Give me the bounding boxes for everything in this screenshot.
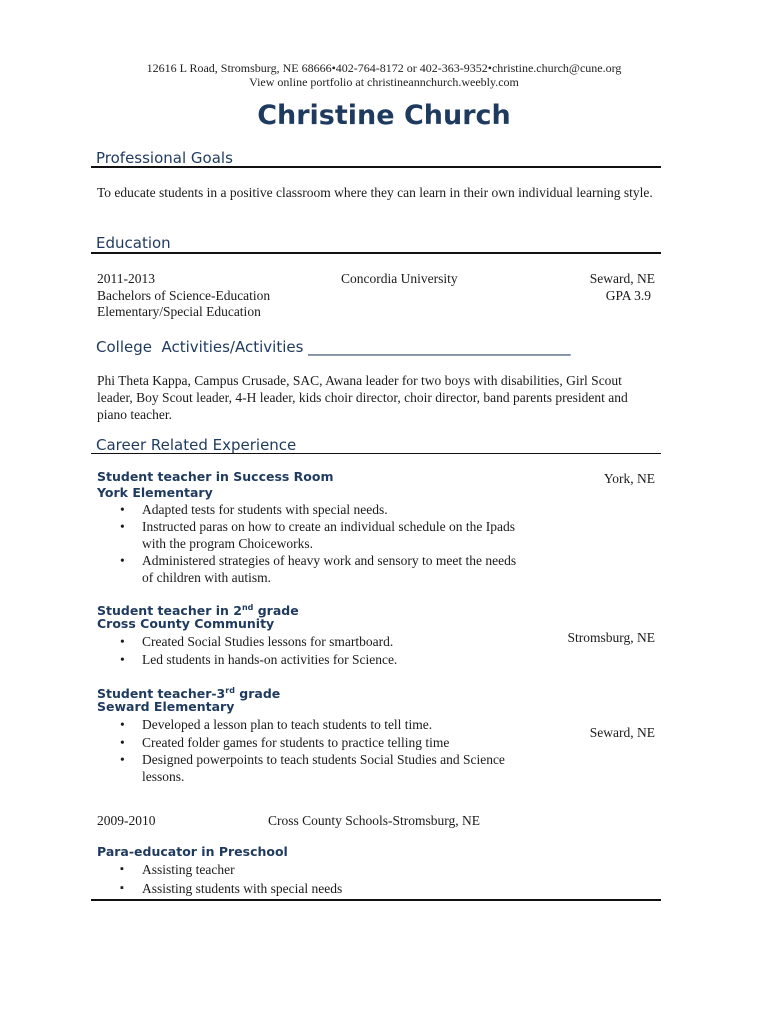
- education-major: Elementary/Special Education: [97, 304, 261, 319]
- job-location: Stromsburg, NE: [567, 630, 655, 645]
- education-years: 2011-2013: [97, 271, 155, 286]
- job-school: Cross County Community: [97, 616, 275, 631]
- job-school: Seward Elementary: [97, 699, 235, 714]
- para-employer: Cross County Schools-Stromsburg, NE: [268, 813, 481, 828]
- portfolio-line: View online portfolio at christineannchurch.weebly.com: [249, 75, 519, 89]
- list-item: ▪ Assisting teacher: [96, 861, 526, 878]
- activities-text: Phi Theta Kappa, Campus Crusade, SAC, Awana leader for two boys with disabilities, Girl Scout leader, Boy Scout leader, 4-H leader, kids choir director, choir director, band parents president and piano teacher.: [97, 373, 628, 422]
- job-title-suffix: grade: [234, 686, 281, 702]
- list-item: • Adapted tests for students with special needs.: [96, 501, 526, 518]
- education-degree: Bachelors of Science-Education: [97, 288, 271, 303]
- job-location: Seward, NE: [589, 725, 655, 740]
- job-title-text: Student teacher in 2: [97, 603, 242, 619]
- education-school: Concordia University: [341, 271, 458, 286]
- section-divider: [91, 166, 661, 168]
- list-item: • Created Social Studies lessons for smartboard.: [96, 633, 526, 650]
- section-divider: [91, 453, 661, 454]
- education-location: Seward, NE: [589, 271, 655, 286]
- education-gpa: GPA 3.9: [605, 288, 651, 303]
- contact-line: 12616 L Road, Stromsburg, NE 68666•402-764-8172 or 402-363-9352•christine.church@cune.org: [146, 61, 622, 75]
- job-bullet-list: [96, 716, 526, 785]
- job-bullet-list: [96, 501, 526, 586]
- section-heading-education: Education: [96, 234, 171, 252]
- job-title: Para-educator in Preschool: [97, 844, 288, 859]
- list-item: • Developed a lesson plan to teach students to tell time.: [96, 716, 526, 733]
- section-heading-activities: College Activities/Activities ___________________________________: [96, 338, 571, 356]
- job-title: Student teacher in Success Room: [97, 469, 334, 484]
- job-title-text: Student teacher-3: [97, 686, 226, 702]
- section-divider: [91, 899, 661, 901]
- list-item: • Led students in hands-on activities for Science.: [96, 651, 526, 668]
- job-title-ordinal: nd: [241, 603, 254, 612]
- list-item: • Administered strategies of heavy work and sensory to meet the needs of children with autism.: [96, 552, 526, 586]
- list-item: • Instructed paras on how to create an individual schedule on the Ipads with the program Choiceworks.: [96, 518, 526, 552]
- goals-text: To educate students in a positive classroom where they can learn in their own individual learning style.: [97, 185, 653, 200]
- job-title-suffix: grade: [253, 603, 299, 619]
- section-heading-goals: Professional Goals: [96, 149, 233, 167]
- list-item: ▪ Assisting students with special needs: [96, 880, 526, 897]
- para-years: 2009-2010: [97, 813, 156, 828]
- job-bullet-list: [96, 633, 526, 668]
- section-divider: [91, 252, 661, 254]
- job-location: York, NE: [603, 471, 655, 486]
- job-title-ordinal: rd: [225, 686, 235, 695]
- candidate-name: Christine Church: [257, 100, 511, 131]
- job-bullet-list: [96, 861, 526, 897]
- section-heading-experience: Career Related Experience: [96, 436, 297, 454]
- list-item: • Created folder games for students to practice telling time: [96, 734, 526, 751]
- list-item: • Designed powerpoints to teach students Social Studies and Science lessons.: [96, 751, 526, 785]
- job-school: York Elementary: [97, 485, 213, 500]
